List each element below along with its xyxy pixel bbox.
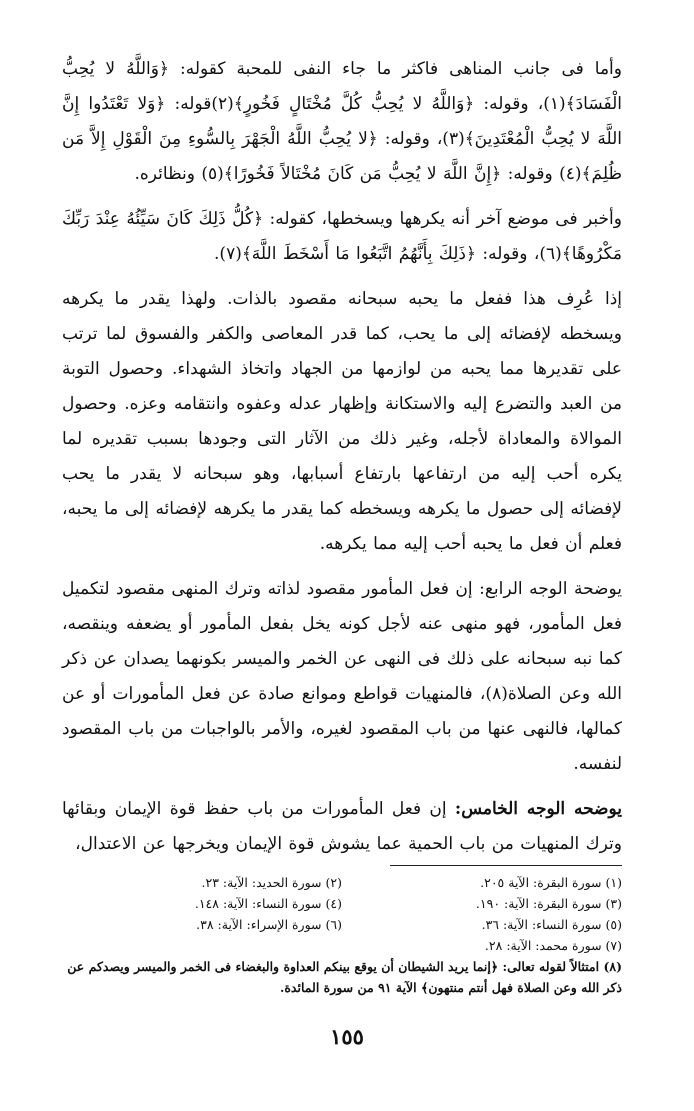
paragraph-gap xyxy=(62,562,622,572)
footnote-3: (٣) سورة البقرة: الآية: ١٩٠. xyxy=(475,896,622,911)
footnote-row xyxy=(62,914,622,935)
footnotes xyxy=(62,872,622,998)
footnote-row xyxy=(62,872,622,893)
footnote-separator xyxy=(390,865,622,866)
paragraph-5-lead: يوضحه الوجه الخامس: xyxy=(454,799,622,819)
footnote-5: (٥) سورة النساء: الآية: ٣٦. xyxy=(481,917,622,932)
footnote-2: (٢) سورة الحديد: الآية: ٢٣. xyxy=(201,875,342,890)
paragraph-2: وأخبر فى موضع آخر أنه يكرهها ويسخطها، كقوله: ﴿كُلُّ ذَلِكَ كَانَ سَيِّئُهُ عِنْدَ رَبِّكَ مَكْرُوهًا﴾(٦)، وقوله: ﴿ذَلِكَ بِأَنَّهُمُ اتَّبَعُوا مَا أَسْخَطَ اللَّهَ﴾(٧). xyxy=(62,209,622,264)
paragraph-gap xyxy=(62,782,622,792)
paragraph-4: يوضحة الوجه الرابع: إن فعل المأمور مقصود لذاته وترك المنهى مقصود لتكميل فعل المأمور، فهو منهى عنه لأجل كونه يخل بفعل المأمور أو يضعفه وينقصه، كما نبه سبحانه على ذلك فى النهى عن الخمر والميسر بكونهما يصدان عن ذكر الله وعن الصلاة(٨)، فالمنهيات قواطع وموانع صادة عن فعل المأمورات أو عن كمالها، فالنهى عنها من باب المقصود لغيره، والأمر بالواجبات من باب المقصود لنفسه. xyxy=(62,579,623,774)
footnote-6: (٦) سورة الإسراء: الآية: ٣٨. xyxy=(196,917,342,932)
footnote-7: (٧) سورة محمد: الآية: ٢٨. xyxy=(484,938,622,953)
paragraph-1: وأما فى جانب المناهى فاكثر ما جاء النفى للمحبة كقوله: ﴿وَاللَّهُ لا يُحِبُّ الْفَسَادَ﴾(١)، وقوله: ﴿وَاللَّهُ لا يُحِبُّ كُلَّ مُخْتَالٍ فَخُورٍ﴾(٢)قوله: ﴿وَلا تَعْتَدُوا إِنَّ اللَّهَ لا يُحِبُّ الْمُعْتَدِينَ﴾(٣)، وقوله: ﴿لا يُحِبُّ اللَّهُ الْجَهْرَ بِالسُّوءِ مِنَ الْقَوْلِ إِلاَّ مَن ظُلِمَ﴾(٤) وقوله: ﴿إِنَّ اللَّهَ لا يُحِبُّ مَن كَانَ مُخْتَالاً فَخُورًا﴾(٥) ونظائره. xyxy=(62,59,622,184)
paragraph-5 xyxy=(62,792,622,862)
footnote-1: (١) سورة البقرة: الآية ٢٠٥. xyxy=(480,875,622,890)
footnote-empty xyxy=(62,935,342,956)
footnote-row xyxy=(62,935,622,956)
footnote-8: (٨) امتثالاً لقوله تعالى: ﴿إنما يريد الشيطان أن يوقع بينكم العداوة والبغضاء فى الخمر والميسر ويصدكم عن ذكر الله وعن الصلاة فهل أنتم منتهون﴾ الآية ٩١ من سورة المائدة. xyxy=(67,959,622,995)
footnote-row xyxy=(62,893,622,914)
paragraph-5-text: إن فعل المأمورات من باب حفظ قوة الإيمان وبقائها وترك المنهيات من باب الحمية عما يشوش قوة الإيمان ويخرجها عن الاعتدال، xyxy=(62,799,622,854)
page-number: ١٥٥ xyxy=(330,1024,364,1049)
paragraph-gap xyxy=(62,272,622,282)
paragraph-3: إذا عُرِف هذا ففعل ما يحبه سبحانه مقصود بالذات. ولهذا يقدر ما يكرهه ويسخطه لإفضائه إلى ما يحب، كما قدر المعاصى والكفر والفسوق لما ترتب على تقديرها مما يحبه من لوازمها من الجهاد واتخاذ الشهداء. وحصول التوبة من العبد والتضرع إليه والاستكانة وإظهار عدله وعفوه وانتقامه وعزه. وحصول الموالاة والمعاداة لأجله، وغير ذلك من الآثار التى وجودها بسبب تقديره لما يكره أحب إليه من ارتفاعها بارتفاع أسبابها، وهو سبحانه لا يقدر ما يحب لإفضائه إلى حصول ما يكرهه ويسخطه كما يقدر ما يكرهه لإفضائه إلى ما يحبه، فعلم أن فعل ما يحبه أحب إليه مما يكرهه. xyxy=(62,289,622,554)
paragraph-gap xyxy=(62,192,622,202)
footnote-4: (٤) سورة النساء: الآية: ١٤٨. xyxy=(194,896,342,911)
